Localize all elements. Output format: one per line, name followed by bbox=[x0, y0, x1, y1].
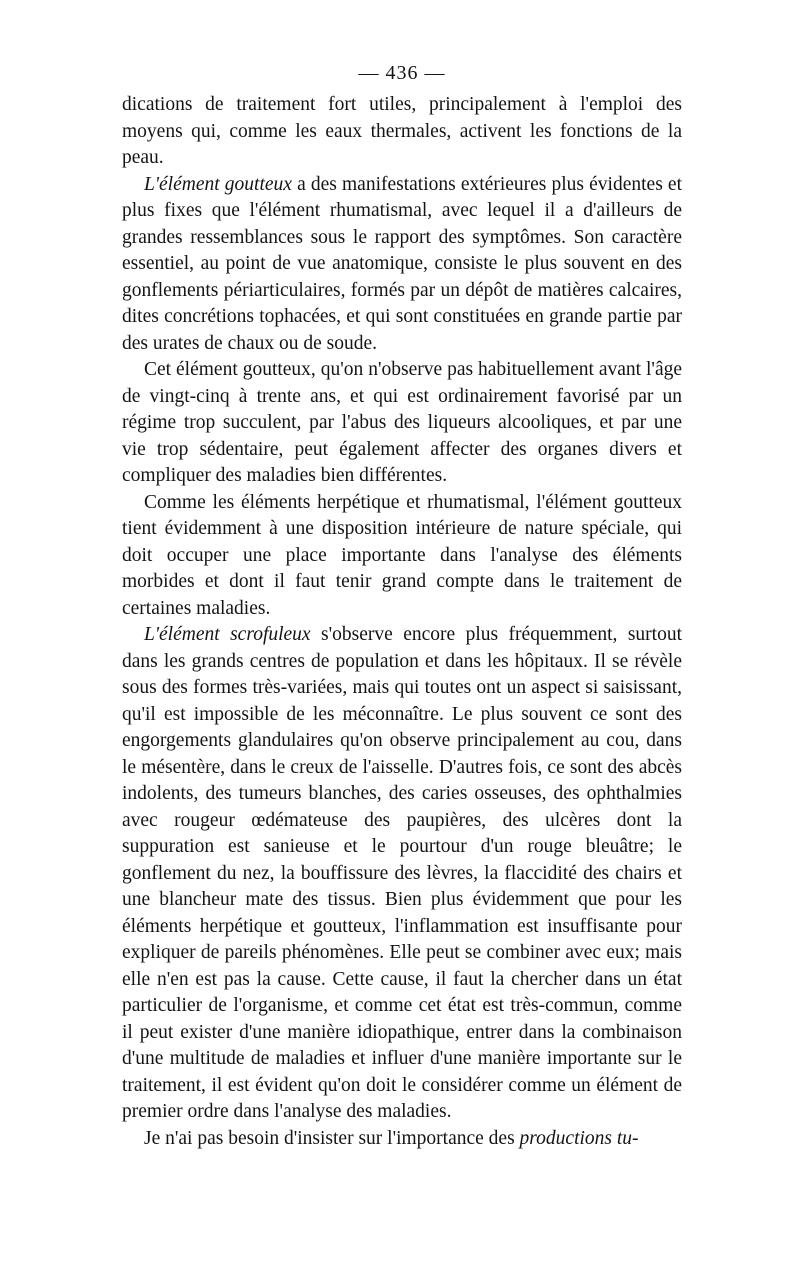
text-run: s'observe encore plus fréquemment, surtout dans les grands centres de population et dans les hôpitaux. Il se révèle sous des formes très-variées, mais qui toutes ont un aspect si saisissant, qu'il est impossible de les méconnaître. Le plus souvent ce sont des engorgements glandulaires qu'on observe principalement au cou, dans le mésentère, dans le creux de l'aisselle. D'autres fois, ce sont des abcès indolents, des tumeurs blanches, des caries osseuses, des ophthalmies avec rougeur œdémateuse des paupières, des ulcères dont la suppuration est sanieuse et le pourtour d'un rouge bleuâtre; le gonflement du nez, la bouffissure des lèvres, la flaccidité des chairs et une blancheur mate des tissus. Bien plus évidemment que pour les éléments herpétique et goutteux, l'inflammation est insuffisante pour expliquer de pareils phénomènes. Elle peut se combiner avec eux; mais elle n'en est pas la cause. Cette cause, il faut la chercher dans un état particulier de l'organisme, et comme cet état est très-commun, comme il peut exister d'une manière idiopathique, entrer dans la combinaison d'une multitude de maladies et influer d'une manière importante sur le traitement, il est évident qu'on doit le considérer comme un élément de premier ordre dans l'analyse des maladies. bbox=[122, 624, 682, 1122]
paragraph bbox=[122, 172, 682, 358]
italic-run: L'élément scrofuleux bbox=[144, 624, 311, 645]
paragraph bbox=[122, 490, 682, 623]
text-run: Cet élément goutteux, qu'on n'observe pas habituellement avant l'âge de vingt-cinq à trente ans, et qui est ordinairement favorisé par un régime trop succulent, par l'abus des liqueurs alcooliques, et par une vie trop sédentaire, peut également affecter des organes divers et compliquer des maladies bien différentes. bbox=[122, 359, 682, 486]
paragraph bbox=[122, 92, 682, 172]
text-run: dications de traitement fort utiles, principalement à l'emploi des moyens qui, comme les eaux thermales, activent les fonctions de la peau. bbox=[122, 94, 682, 168]
paragraph bbox=[122, 1126, 682, 1153]
text-run: Comme les éléments herpétique et rhumatismal, l'élément goutteux tient évidemment à une disposition intérieure de nature spéciale, qui doit occuper une place importante dans l'analyse des éléments morbides et dont il faut tenir grand compte dans le traitement de certaines maladies. bbox=[122, 491, 682, 619]
paragraph bbox=[122, 622, 682, 1126]
italic-run: L'élément goutteux bbox=[144, 173, 292, 195]
page-number: — 436 — bbox=[358, 62, 446, 84]
page-body bbox=[122, 92, 682, 1152]
text-run: Je n'ai pas besoin d'insister sur l'importance des bbox=[144, 1127, 520, 1149]
book-page bbox=[122, 58, 682, 1152]
italic-run: productions tu- bbox=[519, 1127, 639, 1149]
text-run: a des manifestations extérieures plus évidentes et plus fixes que l'élément rhumatismal, avec lequel il a d'ailleurs de grandes ressemblances sous le rapport des symptômes. Son caractère essentiel, au point de vue anatomique, consiste le plus souvent en des gonflements périarticulaires, formés par un dépôt de matières calcaires, dites concrétions tophacées, et qui sont constituées en grande partie par des urates de chaux ou de soude. bbox=[122, 173, 683, 354]
paragraph bbox=[122, 357, 682, 490]
